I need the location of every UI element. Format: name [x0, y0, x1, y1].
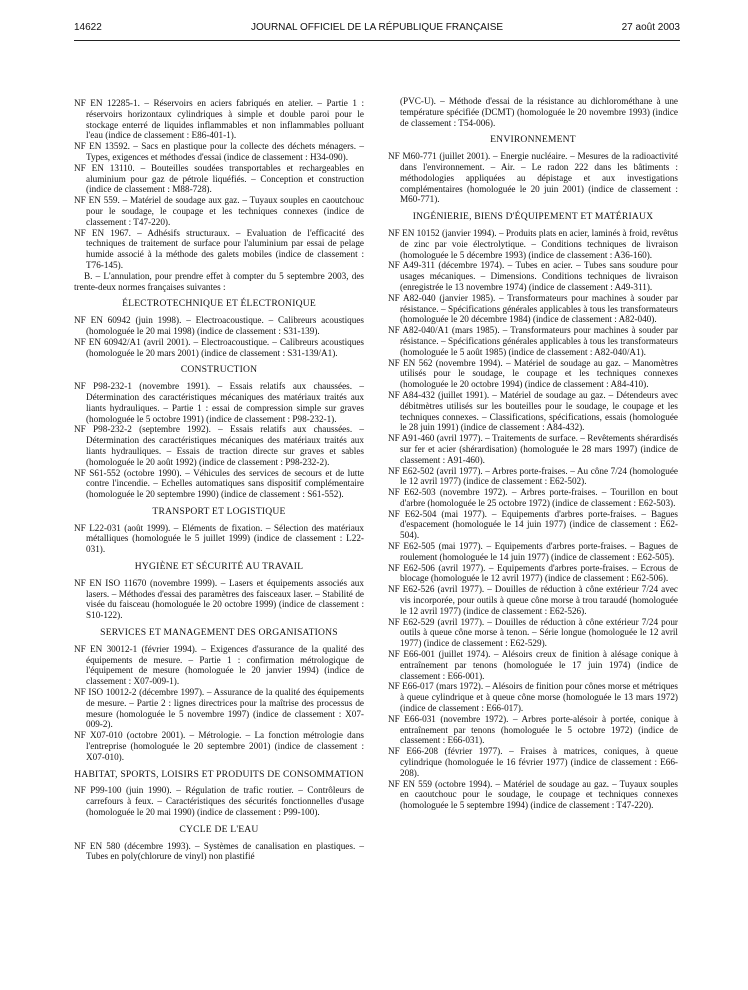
- standard-entry: NF S61-552 (octobre 1990). – Véhicules des services de secours et de lutte contre l'incendie. – Echelles automatiques sans dispositif complémentaire (homologuée le 20 septembre 1990) (indice de classement : S61-552).: [74, 467, 364, 500]
- standard-entry: NF EN 10152 (janvier 1994). – Produits plats en acier, laminés à froid, revêtus de zinc par voie électrolytique. – Conditions techniques de livraison (homologuée le 5 décembre 1993) (indice de classement : A36-160).: [388, 227, 678, 260]
- standard-entry: NF L22-031 (août 1999). – Eléments de fixation. – Sélection des matériaux métalliques (homologuée le 5 juillet 1999) (indice de classement : L22-031).: [74, 522, 364, 555]
- standard-entry: NF A84-432 (juillet 1991). – Matériel de soudage au gaz. – Détendeurs avec débitmètres utilisés sur les bouteilles pour le soudage, le coupage et les techniques connexes. – Classifications, spécifications, essais (homologuée le 28 juin 1991) (indice de classement : A84-432).: [388, 389, 678, 433]
- continued-entry: (PVC-U). – Méthode d'essai de la résistance au dichlorométhane à une température spécifiée (DCMT) (homologuée le 20 novembre 1993) (indice de classement : T54-006).: [400, 96, 678, 128]
- standard-entry: NF P98-232-2 (septembre 1992). – Essais relatifs aux chaussées. – Détermination des caractéristiques mécaniques des matériaux traités aux liants hydrauliques. – Essais de traction directe sur graves et sables (homologuée le 20 août 1992) (indice de classement : P98-232-2).: [74, 424, 364, 467]
- page-header: [74, 20, 680, 36]
- section-heading: HABITAT, SPORTS, LOISIRS ET PRODUITS DE CONSOMMATION: [74, 768, 364, 780]
- standard-entry: NF A82-040 (janvier 1985). – Transformateurs pour machines à souder par résistance. – Spécifications générales applicables à tous les transformateurs (homologuée le 20 décembre 1984) (indice de classement : A82-040).: [388, 292, 678, 325]
- standard-entry: NF EN 13592. – Sacs en plastique pour la collecte des déchets ménagers. – Types, exigences et méthodes d'essai (indice de classement : H34-090).: [74, 141, 364, 162]
- section-heading: TRANSPORT ET LOGISTIQUE: [152, 505, 286, 517]
- standard-entry: NF E66-001 (juillet 1974). – Alésoirs creux de finition à alésage conique à entraînement par tenons (homologuée le 17 juin 1974) (indice de classement : E66-001).: [388, 649, 678, 681]
- standard-entry: NF EN 60942/A1 (avril 2001). – Electroacoustique. – Calibreurs acoustiques (homologuée le 20 mars 2001) (indice de classement : S31-139/A1).: [74, 336, 364, 358]
- standard-entry: NF EN 580 (décembre 1993). – Systèmes de canalisation en plastiques. – Tubes en poly(chlorure de vinyl) non plastifié: [74, 840, 364, 862]
- standard-entry: NF P98-232-1 (novembre 1991). – Essais relatifs aux chaussées. – Détermination des caractéristiques mécaniques des matériaux traités aux liants hydrauliques. – Partie 1 : essai de compression simple sur graves (homologuée le 5 octobre 1991) (indice de classement : P98-232-1).: [74, 381, 364, 424]
- standard-entry: NF A91-460 (avril 1977). – Traitements de surface. – Revêtements shérardisés sur fer et acier (shérardisation) (homologuée le 28 mars 1997) (indice de classement : A91-460).: [388, 433, 678, 465]
- section-heading: CYCLE DE L'EAU: [179, 823, 259, 835]
- standard-entry: NF E62-504 (mai 1977). – Equipements d'arbres porte-fraises. – Bagues d'espacement (homologuée le 14 juin 1977) (indice de classement : E62-504).: [388, 508, 678, 541]
- header-rule: [74, 40, 680, 41]
- standard-entry: NF EN 13110. – Bouteilles soudées transportables et rechargeables en aluminium pour gaz de pétrole liquéfiés. – Conception et construction (indice de classement : M88-728).: [74, 162, 364, 195]
- left-column: [74, 98, 364, 862]
- standard-entry: NF EN 559 (octobre 1994). – Matériel de soudage au gaz. – Tuyaux souples en caoutchouc pour le soudage, le coupage et techniques connexes (homologuée le 5 septembre 1994) (indice de classement : T47-220).: [388, 778, 678, 811]
- section-heading: CONSTRUCTION: [180, 364, 258, 376]
- standard-entry: NF EN 60942 (juin 1998). – Electroacoustique. – Calibreurs acoustiques (homologuée le 20 mai 1998) (indice de classement : S31-139).: [74, 315, 364, 336]
- standard-entry: NF E66-031 (novembre 1972). – Arbres porte-alésoir à portée, conique à entraînement par tenons (homologuée le 5 octobre 1972) (indice de classement : E66-031).: [388, 713, 678, 746]
- section-heading: SERVICES ET MANAGEMENT DES ORGANISATIONS: [100, 627, 338, 639]
- standard-entry: NF X07-010 (octobre 2001). – Métrologie. – La fonction métrologie dans l'entreprise (homologuée le 20 septembre 2001) (indice de classement : X07-010).: [74, 730, 364, 762]
- standard-entry: NF E62-526 (avril 1977). – Douilles de réduction à cône extérieur 7/24 avec vis incorporée, pour outils à queue cône morse à trou taraudé (homologuée le 12 avril 1977) (indice de classement : E62-526).: [388, 584, 678, 616]
- standard-entry: NF A82-040/A1 (mars 1985). – Transformateurs pour machines à souder par résistance. – Spécifications générales applicables à tous les transformateurs (homologuée le 5 août 1985) (indice de classement : A82-040/A1).: [388, 325, 678, 357]
- standard-entry: NF E66-208 (février 1977). – Fraises à matrices, coniques, à queue cylindrique (homologuée le 16 février 1977) (indice de classement : E66-208).: [388, 746, 678, 778]
- section-heading: INGÉNIERIE, BIENS D'ÉQUIPEMENT ET MATÉRIAUX: [412, 211, 654, 223]
- journal-title: JOURNAL OFFICIEL DE LA RÉPUBLIQUE FRANÇAISE: [250, 22, 504, 33]
- right-column: [388, 96, 678, 811]
- standard-entry: NF EN 1967. – Adhésifs structuraux. – Evaluation de l'efficacité des techniques de traitement de surface pour l'aluminium par essai de pelage humide associé à la méthode des galets mobiles (indice de classement : T76-145).: [74, 227, 364, 270]
- section-heading: HYGIÈNE ET SÉCURITÉ AU TRAVAIL: [134, 561, 304, 573]
- standard-entry: NF P99-100 (juin 1990). – Régulation de trafic routier. – Contrôleurs de carrefours à feux. – Caractéristiques des sécurités fonctionnelles d'usage (homologuée le 20 mai 1990) (indice de classement : P99-100).: [74, 785, 364, 818]
- standard-entry: NF E62-506 (avril 1977). – Equipements d'arbres porte-fraises. – Ecrous de blocage (homologuée le 12 avril 1977) (indice de classement : E62-506).: [388, 562, 678, 584]
- standard-entry: NF E62-503 (novembre 1972). – Arbres porte-fraises. – Tourillon en bout d'arbre (homologuée le 25 octobre 1972) (indice de classement : E62-503).: [388, 487, 678, 508]
- annulation-paragraph: B. – L'annulation, pour prendre effet à compter du 5 septembre 2003, des trente-deux normes françaises suivantes :: [74, 270, 364, 292]
- section-heading: ÉLECTROTECHNIQUE ET ÉLECTRONIQUE: [122, 298, 316, 310]
- issue-date: 27 août 2003: [621, 22, 680, 33]
- standard-entry: NF E62-505 (mai 1977). – Equipements d'arbres porte-fraises. – Bagues de roulement (homologuée le 14 juin 1977) (indice de classement : E62-505).: [388, 541, 678, 562]
- standard-entry: NF EN 562 (novembre 1994). – Matériel de soudage au gaz. – Manomètres utilisés pour le soudage, le coupage et les techniques connexes (homologuée le 20 octobre 1994) (indice de classement : A84-410).: [388, 357, 678, 390]
- standard-entry: NF EN ISO 11670 (novembre 1999). – Lasers et équipements associés aux lasers. – Méthodes d'essai des paramètres des faisceaux laser. – Stabilité de visée du faisceau (homologuée le 20 octobre 1999) (indice de classement : S10-122).: [74, 577, 364, 621]
- standard-entry: NF ISO 10012-2 (décembre 1997). – Assurance de la qualité des équipements de mesure. – Partie 2 : lignes directrices pour la maîtrise des processus de mesure (homologuée le 5 novembre 1997) (indice de classement : X07-009-2).: [74, 687, 364, 730]
- standard-entry: NF M60-771 (juillet 2001). – Energie nucléaire. – Mesures de la radioactivité dans l'environnement. – Air. – Le radon 222 dans les bâtiments : méthodologies appliquées au dépistage et aux investigations complémentaires (homologuée le 20 juin 2001) (indice de classement : M60-771).: [388, 151, 678, 205]
- standard-entry: NF EN 30012-1 (février 1994). – Exigences d'assurance de la qualité des équipements de mesure. – Partie 1 : confirmation métrologique de l'équipement de mesure (homologuée le 20 janvier 1994) (indice de classement : X07-009-1).: [74, 643, 364, 687]
- section-heading: ENVIRONNEMENT: [490, 134, 576, 146]
- standard-entry: NF A49-311 (décembre 1974). – Tubes en acier. – Tubes sans soudure pour usages mécaniques. – Dimensions. Conditions techniques de livraison (enregistrée le 13 novembre 1974) (indice de classement : A49-311).: [388, 260, 678, 292]
- standard-entry: NF EN 12285-1. – Réservoirs en aciers fabriqués en atelier. – Partie 1 : réservoirs horizontaux cylindriques à simple et double paroi pour le stockage enterré de liquides inflammables et non inflammables polluant l'eau (indice de classement : E86-401-1).: [74, 98, 364, 141]
- standard-entry: NF EN 559. – Matériel de soudage aux gaz. – Tuyaux souples en caoutchouc pour le soudage, le coupage et les techniques connexes (indice de classement : T47-220).: [74, 195, 364, 227]
- standard-entry: NF E62-529 (avril 1977). – Douilles de réduction à cône extérieur 7/24 pour outils à queue cône morse à tenon. – Série longue (homologuée le 12 avril 1977) (indice de classement : E62-529).: [388, 616, 678, 649]
- standard-entry: NF E66-017 (mars 1972). – Alésoirs de finition pour cônes morse et métriques à queue cylindrique et à queue cône morse (homologuée le 13 mars 1972) (indice de classement : E66-017).: [388, 681, 678, 714]
- page-number: 14622: [74, 22, 102, 33]
- standard-entry: NF E62-502 (avril 1977). – Arbres porte-fraises. – Au cône 7/24 (homologuée le 12 avril 1977) (indice de classement : E62-502).: [388, 465, 678, 487]
